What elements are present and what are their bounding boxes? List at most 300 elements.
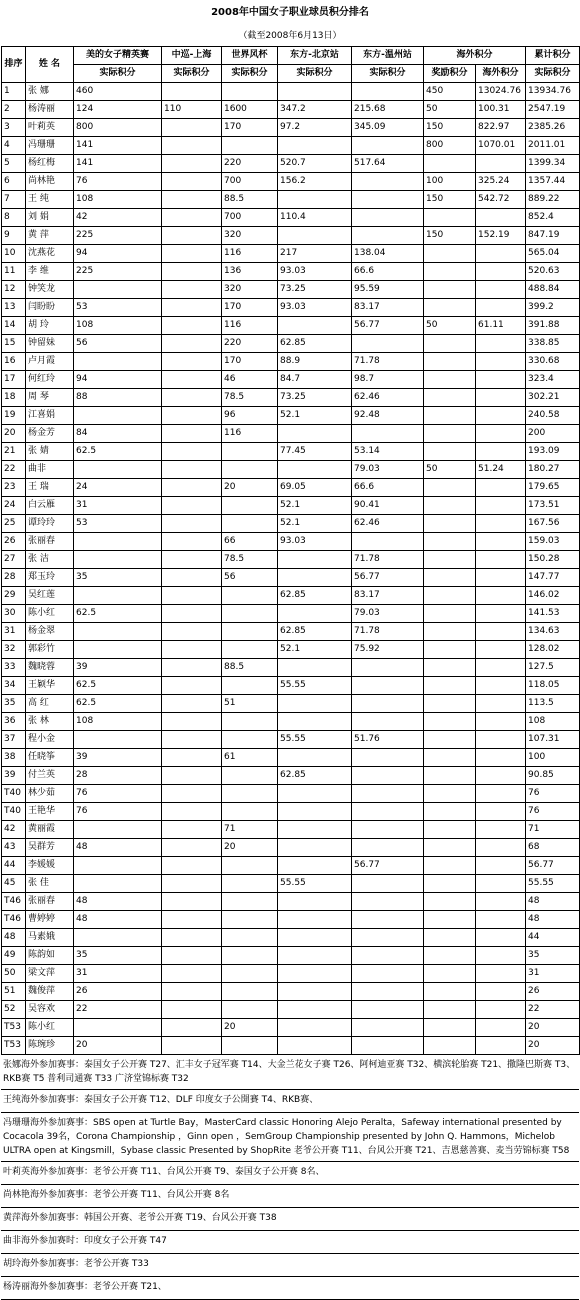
total-points-cell: 1399.34 [526, 155, 580, 173]
rank-cell: 14 [2, 317, 26, 335]
header-group: 东方-温州站 [352, 47, 424, 65]
shanghai-points-cell [162, 353, 222, 371]
worldwind-points-cell: 20 [222, 839, 278, 857]
total-points-cell: 134.63 [526, 623, 580, 641]
player-name-cell: 钟笑龙 [26, 281, 74, 299]
bonus-points-cell [424, 821, 476, 839]
bonus-points-cell [424, 425, 476, 443]
shanghai-points-cell [162, 659, 222, 677]
player-name-cell: 陈小红 [26, 605, 74, 623]
overseas-points-cell: 100.31 [476, 101, 526, 119]
table-row [2, 605, 580, 623]
overseas-points-cell [476, 929, 526, 947]
worldwind-points-cell: 1600 [222, 101, 278, 119]
overseas-points-cell [476, 1019, 526, 1037]
shanghai-points-cell [162, 83, 222, 101]
worldwind-points-cell [222, 713, 278, 731]
player-name-cell: 魏俊萍 [26, 983, 74, 1001]
elite-points-cell [74, 929, 162, 947]
overseas-points-cell: 542.72 [476, 191, 526, 209]
table-row [2, 281, 580, 299]
beijing-points-cell: 62.85 [278, 623, 352, 641]
shanghai-points-cell [162, 281, 222, 299]
beijing-points-cell: 520.7 [278, 155, 352, 173]
rank-cell: T53 [2, 1019, 26, 1037]
shanghai-points-cell [162, 425, 222, 443]
table-row [2, 515, 580, 533]
worldwind-points-cell [222, 587, 278, 605]
ranking-table [1, 46, 580, 1055]
worldwind-points-cell [222, 947, 278, 965]
worldwind-points-cell: 88.5 [222, 659, 278, 677]
beijing-points-cell [278, 659, 352, 677]
rank-cell: 49 [2, 947, 26, 965]
total-points-cell: 323.4 [526, 371, 580, 389]
player-name-cell: 钟留妹 [26, 335, 74, 353]
wenzhou-points-cell: 66.6 [352, 263, 424, 281]
worldwind-points-cell: 116 [222, 425, 278, 443]
wenzhou-points-cell: 215.68 [352, 101, 424, 119]
table-row [2, 569, 580, 587]
total-points-cell: 20 [526, 1037, 580, 1055]
rank-cell: 38 [2, 749, 26, 767]
bonus-points-cell [424, 569, 476, 587]
elite-points-cell: 53 [74, 515, 162, 533]
table-row [2, 407, 580, 425]
wenzhou-points-cell [352, 677, 424, 695]
shanghai-points-cell [162, 443, 222, 461]
worldwind-points-cell [222, 857, 278, 875]
table-row [2, 893, 580, 911]
beijing-points-cell: 97.2 [278, 119, 352, 137]
player-name-cell: 闫盼盼 [26, 299, 74, 317]
total-points-cell: 399.2 [526, 299, 580, 317]
bonus-points-cell [424, 551, 476, 569]
bonus-points-cell [424, 1037, 476, 1055]
elite-points-cell: 28 [74, 767, 162, 785]
shanghai-points-cell [162, 785, 222, 803]
table-row [2, 173, 580, 191]
overseas-note: 尚林艳海外参加赛事：老爷公开赛 T11、台风公开赛 8名 [1, 1185, 579, 1208]
bonus-points-cell [424, 371, 476, 389]
worldwind-points-cell [222, 767, 278, 785]
rank-cell: 10 [2, 245, 26, 263]
wenzhou-points-cell [352, 767, 424, 785]
player-name-cell: 杨金翠 [26, 623, 74, 641]
header-sub: 实际积分 [222, 65, 278, 83]
elite-points-cell [74, 731, 162, 749]
beijing-points-cell [278, 551, 352, 569]
overseas-points-cell [476, 983, 526, 1001]
wenzhou-points-cell: 71.78 [352, 551, 424, 569]
wenzhou-points-cell: 71.78 [352, 623, 424, 641]
worldwind-points-cell: 71 [222, 821, 278, 839]
wenzhou-points-cell [352, 947, 424, 965]
total-points-cell: 147.77 [526, 569, 580, 587]
shanghai-points-cell [162, 515, 222, 533]
player-name-cell: 魏晓蓉 [26, 659, 74, 677]
wenzhou-points-cell: 53.14 [352, 443, 424, 461]
worldwind-points-cell: 51 [222, 695, 278, 713]
elite-points-cell: 26 [74, 983, 162, 1001]
header-sub: 奖励积分 [424, 65, 476, 83]
bonus-points-cell: 150 [424, 227, 476, 245]
wenzhou-points-cell: 71.78 [352, 353, 424, 371]
beijing-points-cell [278, 803, 352, 821]
elite-points-cell: 62.5 [74, 695, 162, 713]
player-name-cell: 陈韵如 [26, 947, 74, 965]
elite-points-cell: 53 [74, 299, 162, 317]
header-row-groups [2, 47, 580, 65]
worldwind-points-cell: 66 [222, 533, 278, 551]
rank-cell: 31 [2, 623, 26, 641]
overseas-points-cell: 822.97 [476, 119, 526, 137]
table-row [2, 929, 580, 947]
elite-points-cell: 141 [74, 137, 162, 155]
player-name-cell: 王 纯 [26, 191, 74, 209]
overseas-points-cell [476, 425, 526, 443]
worldwind-points-cell: 700 [222, 173, 278, 191]
player-name-cell: 沈燕花 [26, 245, 74, 263]
overseas-points-cell [476, 803, 526, 821]
beijing-points-cell [278, 965, 352, 983]
shanghai-points-cell [162, 965, 222, 983]
shanghai-points-cell [162, 533, 222, 551]
beijing-points-cell [278, 425, 352, 443]
rank-cell: 32 [2, 641, 26, 659]
bonus-points-cell [424, 299, 476, 317]
total-points-cell: 71 [526, 821, 580, 839]
bonus-points-cell [424, 623, 476, 641]
shanghai-points-cell [162, 209, 222, 227]
worldwind-points-cell [222, 605, 278, 623]
overseas-points-cell [476, 713, 526, 731]
bonus-points-cell [424, 839, 476, 857]
beijing-points-cell: 156.2 [278, 173, 352, 191]
table-row [2, 119, 580, 137]
total-points-cell: 173.51 [526, 497, 580, 515]
rank-cell: 18 [2, 389, 26, 407]
page-title: 2008年中国女子职业球员积分排名 [211, 7, 369, 18]
beijing-points-cell [278, 821, 352, 839]
player-name-cell: 刘 娟 [26, 209, 74, 227]
elite-points-cell: 48 [74, 839, 162, 857]
overseas-points-cell [476, 515, 526, 533]
total-points-cell: 44 [526, 929, 580, 947]
beijing-points-cell: 62.85 [278, 587, 352, 605]
elite-points-cell: 48 [74, 893, 162, 911]
beijing-points-cell: 52.1 [278, 497, 352, 515]
table-row [2, 857, 580, 875]
elite-points-cell: 108 [74, 317, 162, 335]
elite-points-cell: 108 [74, 713, 162, 731]
rank-cell: 7 [2, 191, 26, 209]
beijing-points-cell [278, 785, 352, 803]
elite-points-cell [74, 551, 162, 569]
shanghai-points-cell [162, 641, 222, 659]
beijing-points-cell [278, 137, 352, 155]
table-row [2, 677, 580, 695]
header-group: 海外积分 [424, 47, 526, 65]
total-points-cell: 2547.19 [526, 101, 580, 119]
player-name-cell: 马素娥 [26, 929, 74, 947]
overseas-points-cell [476, 389, 526, 407]
beijing-points-cell [278, 83, 352, 101]
overseas-note: 张娜海外参加赛事：泰国女子公开赛 T27、汇丰女子冠军赛 T14、大金兰花女子赛 T26、阿柯迪亚赛 T32、横滨轮胎赛 T21、撒隆巴斯赛 T3、RKB赛 T5 普利司通赛 T33 广济堂锦标赛 T32 [1, 1055, 579, 1090]
overseas-note: 叶莉英海外参加赛事：老爷公开赛 T11、台风公开赛 T9、泰国女子公开赛 8名、 [1, 1162, 579, 1185]
overseas-points-cell [476, 749, 526, 767]
table-row [2, 965, 580, 983]
total-points-cell: 193.09 [526, 443, 580, 461]
elite-points-cell: 225 [74, 227, 162, 245]
elite-points-cell: 62.5 [74, 443, 162, 461]
player-name-cell: 张 婧 [26, 443, 74, 461]
total-points-cell: 48 [526, 893, 580, 911]
wenzhou-points-cell [352, 227, 424, 245]
elite-points-cell: 76 [74, 803, 162, 821]
table-row [2, 821, 580, 839]
bonus-points-cell: 450 [424, 83, 476, 101]
total-points-cell: 847.19 [526, 227, 580, 245]
shanghai-points-cell [162, 227, 222, 245]
overseas-points-cell [476, 785, 526, 803]
wenzhou-points-cell [352, 173, 424, 191]
worldwind-points-cell [222, 137, 278, 155]
total-points-cell: 107.31 [526, 731, 580, 749]
player-name-cell: 陈琬珍 [26, 1037, 74, 1055]
total-points-cell: 889.22 [526, 191, 580, 209]
worldwind-points-cell [222, 623, 278, 641]
rank-cell: 20 [2, 425, 26, 443]
table-row [2, 1019, 580, 1037]
beijing-points-cell: 55.55 [278, 875, 352, 893]
beijing-points-cell [278, 1037, 352, 1055]
rank-cell: 44 [2, 857, 26, 875]
rank-cell: 30 [2, 605, 26, 623]
elite-points-cell: 42 [74, 209, 162, 227]
elite-points-cell: 124 [74, 101, 162, 119]
elite-points-cell: 94 [74, 245, 162, 263]
wenzhou-points-cell: 56.77 [352, 569, 424, 587]
overseas-note: 曲非海外参加赛时：印度女子公开赛 T47 [1, 1231, 579, 1254]
bonus-points-cell [424, 245, 476, 263]
total-points-cell: 330.68 [526, 353, 580, 371]
shanghai-points-cell [162, 155, 222, 173]
player-name-cell: 李 维 [26, 263, 74, 281]
beijing-points-cell: 93.03 [278, 533, 352, 551]
player-name-cell: 林少茹 [26, 785, 74, 803]
total-points-cell: 167.56 [526, 515, 580, 533]
bonus-points-cell: 100 [424, 173, 476, 191]
bonus-points-cell [424, 605, 476, 623]
rank-cell: 50 [2, 965, 26, 983]
rank-cell: T53 [2, 1037, 26, 1055]
bonus-points-cell [424, 443, 476, 461]
worldwind-points-cell: 320 [222, 227, 278, 245]
worldwind-points-cell: 61 [222, 749, 278, 767]
rank-cell: 24 [2, 497, 26, 515]
header-row-sub [2, 65, 580, 83]
player-name-cell: 黄 萍 [26, 227, 74, 245]
elite-points-cell: 31 [74, 965, 162, 983]
bonus-points-cell [424, 533, 476, 551]
table-row [2, 497, 580, 515]
elite-points-cell [74, 353, 162, 371]
beijing-points-cell [278, 983, 352, 1001]
bonus-points-cell [424, 515, 476, 533]
wenzhou-points-cell [352, 983, 424, 1001]
worldwind-points-cell [222, 443, 278, 461]
elite-points-cell: 62.5 [74, 605, 162, 623]
rank-cell: 51 [2, 983, 26, 1001]
beijing-points-cell [278, 1019, 352, 1037]
bonus-points-cell: 50 [424, 101, 476, 119]
shanghai-points-cell [162, 569, 222, 587]
table-row [2, 371, 580, 389]
overseas-points-cell: 61.11 [476, 317, 526, 335]
beijing-points-cell: 110.4 [278, 209, 352, 227]
total-points-cell: 159.03 [526, 533, 580, 551]
table-row [2, 587, 580, 605]
overseas-points-cell [476, 1037, 526, 1055]
elite-points-cell: 48 [74, 911, 162, 929]
bonus-points-cell [424, 965, 476, 983]
beijing-points-cell [278, 569, 352, 587]
elite-points-cell [74, 587, 162, 605]
wenzhou-points-cell [352, 1001, 424, 1019]
bonus-points-cell [424, 497, 476, 515]
rank-cell: 4 [2, 137, 26, 155]
player-name-cell: 黄丽霞 [26, 821, 74, 839]
bonus-points-cell [424, 1001, 476, 1019]
overseas-points-cell [476, 893, 526, 911]
header-group: 美的女子精英赛 [74, 47, 162, 65]
beijing-points-cell [278, 1001, 352, 1019]
overseas-points-cell: 325.24 [476, 173, 526, 191]
worldwind-points-cell: 170 [222, 119, 278, 137]
beijing-points-cell: 52.1 [278, 515, 352, 533]
table-row [2, 479, 580, 497]
overseas-points-cell [476, 677, 526, 695]
shanghai-points-cell [162, 191, 222, 209]
worldwind-points-cell: 88.5 [222, 191, 278, 209]
rank-cell: 28 [2, 569, 26, 587]
total-points-cell: 2385.26 [526, 119, 580, 137]
page-subtitle: （截至2008年6月13日） [238, 31, 342, 41]
overseas-note: 黄萍海外参加赛事：韩国公开赛、老爷公开赛 T19、台风公开赛 T38 [1, 1208, 579, 1231]
bonus-points-cell: 50 [424, 317, 476, 335]
overseas-points-cell [476, 911, 526, 929]
elite-points-cell [74, 875, 162, 893]
overseas-points-cell [476, 605, 526, 623]
wenzhou-points-cell [352, 875, 424, 893]
shanghai-points-cell [162, 497, 222, 515]
overseas-points-cell [476, 533, 526, 551]
worldwind-points-cell [222, 1037, 278, 1055]
player-name-cell: 吴群芳 [26, 839, 74, 857]
wenzhou-points-cell [352, 713, 424, 731]
total-points-cell: 100 [526, 749, 580, 767]
shanghai-points-cell [162, 713, 222, 731]
total-points-cell: 55.55 [526, 875, 580, 893]
overseas-points-cell [476, 551, 526, 569]
worldwind-points-cell [222, 677, 278, 695]
rank-cell: T40 [2, 785, 26, 803]
rank-cell: 11 [2, 263, 26, 281]
shanghai-points-cell [162, 1037, 222, 1055]
header-group: 东方-北京站 [278, 47, 352, 65]
table-row [2, 659, 580, 677]
beijing-points-cell: 52.1 [278, 641, 352, 659]
rank-cell: 26 [2, 533, 26, 551]
player-name-cell: 张丽春 [26, 533, 74, 551]
worldwind-points-cell: 170 [222, 353, 278, 371]
total-points-cell: 391.88 [526, 317, 580, 335]
header-group: 中巡-上海 [162, 47, 222, 65]
rank-cell: 13 [2, 299, 26, 317]
beijing-points-cell [278, 713, 352, 731]
header-group: 累计积分 [526, 47, 580, 65]
bonus-points-cell [424, 1019, 476, 1037]
total-points-cell: 76 [526, 785, 580, 803]
total-points-cell: 146.02 [526, 587, 580, 605]
shanghai-points-cell [162, 407, 222, 425]
rank-cell: 27 [2, 551, 26, 569]
bonus-points-cell [424, 947, 476, 965]
overseas-points-cell [476, 245, 526, 263]
bonus-points-cell [424, 209, 476, 227]
bonus-points-cell [424, 767, 476, 785]
beijing-points-cell: 93.03 [278, 263, 352, 281]
worldwind-points-cell: 20 [222, 1019, 278, 1037]
elite-points-cell: 35 [74, 947, 162, 965]
rank-cell: 3 [2, 119, 26, 137]
wenzhou-points-cell [352, 1037, 424, 1055]
total-points-cell: 302.21 [526, 389, 580, 407]
bonus-points-cell [424, 281, 476, 299]
shanghai-points-cell [162, 893, 222, 911]
beijing-points-cell [278, 911, 352, 929]
total-points-cell: 90.85 [526, 767, 580, 785]
overseas-points-cell [476, 821, 526, 839]
table-row [2, 425, 580, 443]
total-points-cell: 2011.01 [526, 137, 580, 155]
bonus-points-cell [424, 713, 476, 731]
rank-cell: 43 [2, 839, 26, 857]
header-sub: 实际积分 [352, 65, 424, 83]
total-points-cell: 240.58 [526, 407, 580, 425]
beijing-points-cell: 84.7 [278, 371, 352, 389]
player-name-cell: 程小金 [26, 731, 74, 749]
beijing-points-cell [278, 191, 352, 209]
table-row [2, 803, 580, 821]
overseas-note: 王纯海外参加赛事：泰国女子公开赛 T12、DLF 印度女子公開賽 T4、RKB赛、 [1, 1090, 579, 1113]
table-row [2, 155, 580, 173]
beijing-points-cell [278, 857, 352, 875]
table-row [2, 83, 580, 101]
beijing-points-cell: 55.55 [278, 731, 352, 749]
rank-cell: 6 [2, 173, 26, 191]
wenzhou-points-cell [352, 335, 424, 353]
table-row [2, 227, 580, 245]
rank-cell: 39 [2, 767, 26, 785]
overseas-points-cell [476, 731, 526, 749]
player-name-cell: 张 林 [26, 713, 74, 731]
elite-points-cell [74, 461, 162, 479]
bonus-points-cell [424, 155, 476, 173]
rank-cell: 9 [2, 227, 26, 245]
wenzhou-points-cell: 345.09 [352, 119, 424, 137]
